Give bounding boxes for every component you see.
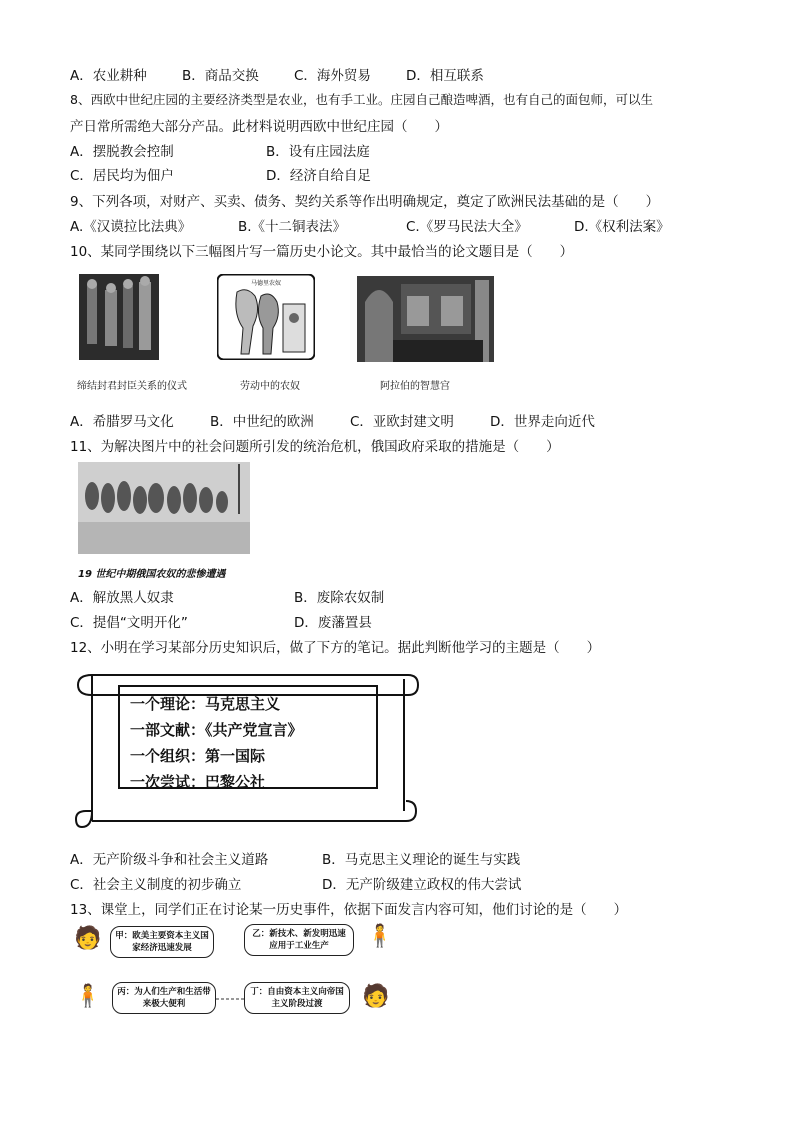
q12-note-4: 一次尝试：巴黎公社 — [130, 773, 266, 791]
q7-option-d: D．相互联系 — [406, 68, 484, 84]
q8-stem-line1: 8、西欧中世纪庄园的主要经济类型是农业，也有手工业。庄园自己酿造啤酒，也有自己的面包师，可以生 — [70, 92, 653, 107]
q12-option-b: B．马克思主义理论的诞生与实践 — [322, 852, 521, 868]
q10-pic1 — [79, 274, 159, 360]
q12-note-3: 一个组织：第一国际 — [130, 747, 266, 765]
q12-option-a: A．无产阶级斗争和社会主义道路 — [70, 852, 269, 868]
q10-option-d: D．世界走向近代 — [490, 414, 595, 430]
q10-caption-3: 阿拉伯的智慧宫 — [380, 381, 450, 392]
q11-pic-image — [78, 462, 250, 554]
q11-caption: 19 世纪中期俄国农奴的悲惨遭遇 — [78, 569, 226, 580]
q11-option-d: D．废藩置县 — [294, 615, 372, 631]
q10-option-b: B．中世纪的欧洲 — [210, 414, 314, 430]
q13-bubble-bing: 丙：为人们生产和生活带来极大便利 — [112, 982, 216, 1014]
q7-option-a: A．农业耕种 — [70, 68, 147, 84]
q12-option-c: C．社会主义制度的初步确立 — [70, 877, 242, 893]
q12-stem: 12、小明在学习某部分历史知识后，做了下方的笔记。据此判断他学习的主题是（ ） — [70, 640, 601, 656]
q10-stem: 10、某同学围绕以下三幅图片写一篇历史小论文。其中最恰当的论文题目是（ ） — [70, 244, 574, 260]
q12-note-1: 一个理论：马克思主义 — [130, 695, 281, 713]
q12-option-d: D．无产阶级建立政权的伟大尝试 — [322, 877, 522, 893]
q9-option-b: B.《十二铜表法》 — [238, 219, 347, 235]
q12-notes-scroll — [74, 661, 420, 833]
q13-bubble-ding: 丁：自由资本主义向帝国主义阶段过渡 — [244, 982, 350, 1014]
q10-caption-2: 劳动中的农奴 — [240, 381, 300, 392]
q10-pic3-image — [357, 276, 494, 362]
q9-option-c: C.《罗马民法大全》 — [406, 219, 528, 235]
q11-stem: 11、为解决图片中的社会问题所引发的统治危机，俄国政府采取的措施是（ ） — [70, 439, 560, 455]
q10-pic1-image — [79, 274, 159, 360]
q12-notes-box — [118, 685, 378, 789]
q9-option-a: A.《汉谟拉比法典》 — [70, 219, 192, 235]
q11-pic — [78, 462, 250, 554]
q9-option-d: D.《权利法案》 — [574, 219, 670, 235]
q7-option-b: B．商品交换 — [182, 68, 259, 84]
q8-stem-line2: 产日常所需绝大部分产品。此材料说明西欧中世纪庄园（ ） — [70, 119, 448, 135]
q8-option-c: C．居民均为佃户 — [70, 168, 174, 184]
q11-option-a: A．解放黑人奴隶 — [70, 590, 174, 606]
q13-bubble-jia: 甲：欧美主要资本主义国家经济迅速发展 — [110, 926, 214, 958]
q10-pic2 — [217, 274, 315, 360]
dashed-connector — [216, 994, 246, 1004]
student-ding-icon: 🧑 — [362, 984, 390, 1009]
q9-stem: 9、下列各项，对财产、买卖、债务、契约关系等作出明确规定，奠定了欧洲民法基础的是（ ） — [70, 194, 660, 210]
q10-caption-1: 缔结封君封臣关系的仪式 — [77, 381, 187, 392]
q7-option-c: C．海外贸易 — [294, 68, 371, 84]
q11-option-c: C．提倡“文明开化” — [70, 615, 188, 631]
q10-pic3 — [357, 276, 494, 362]
q10-option-a: A．希腊罗马文化 — [70, 414, 174, 430]
student-bing-icon: 🧍 — [74, 984, 102, 1009]
q13-bubble-yi: 乙：新技术、新发明迅速应用于工业生产 — [244, 924, 354, 956]
q10-pic2-label: 马德里农奴 — [251, 280, 282, 287]
student-yi-icon: 🧍 — [366, 924, 394, 949]
q12-note-2: 一部文献：《共产党宣言》 — [130, 721, 303, 739]
q8-option-d: D．经济自给自足 — [266, 168, 371, 184]
q11-option-b: B．废除农奴制 — [294, 590, 385, 606]
q10-option-c: C．亚欧封建文明 — [350, 414, 454, 430]
q8-option-a: A．摆脱教会控制 — [70, 144, 174, 160]
student-jia-icon: 🧑 — [74, 926, 102, 951]
q8-option-b: B．设有庄园法庭 — [266, 144, 370, 160]
q13-stem: 13、课堂上，同学们正在讨论某一历史事件，依据下面发言内容可知，他们讨论的是（ ） — [70, 902, 628, 918]
